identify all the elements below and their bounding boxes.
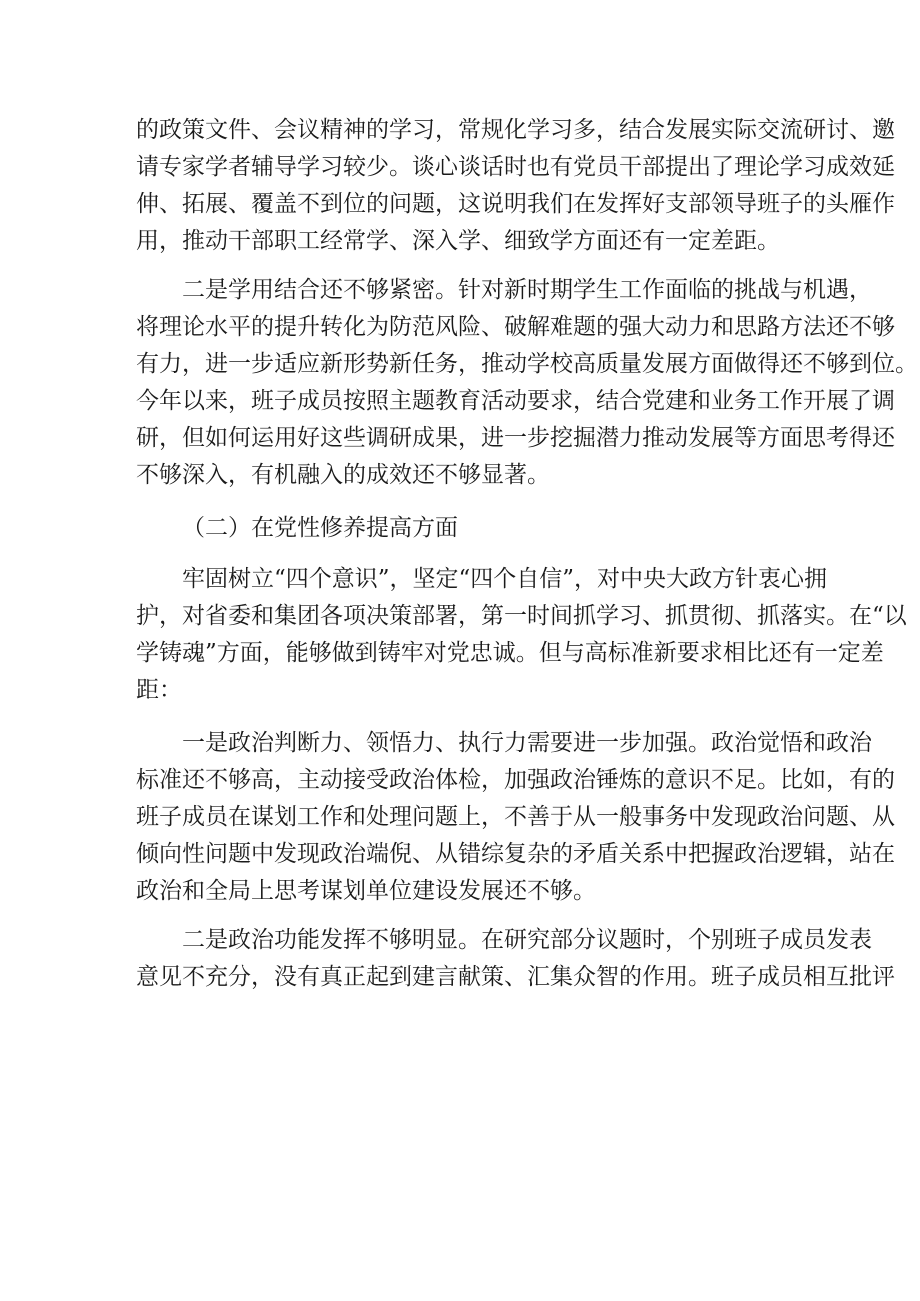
text-line: 的政策文件、会议精神的学习，常规化学习多，结合发展实际交流研讨、邀 xyxy=(136,117,895,143)
section-heading-text: （二）在党性修养提高方面 xyxy=(182,515,458,541)
text-line: 意见不充分，没有真正起到建言献策、汇集众智的作用。班子成员相互批评 xyxy=(136,964,895,990)
text-line: 一是政治判断力、领悟力、执行力需要进一步加强。政治觉悟和政治 xyxy=(182,730,872,756)
text-line: 有力，进一步适应新形势新任务，推动学校高质量发展方面做得还不够到位。 xyxy=(136,351,918,377)
paragraph-study-gap xyxy=(136,112,895,260)
text-line: 二是学用结合还不够紧密。针对新时期学生工作面临的挑战与机遇， xyxy=(182,277,872,303)
text-line: 倾向性问题中发现政治端倪、从错综复杂的矛盾关系中把握政治逻辑，站在 xyxy=(136,841,895,867)
paragraph-political-function xyxy=(136,922,895,996)
text-line: 今年以来，班子成员按照主题教育活动要求，结合党建和业务工作开展了调 xyxy=(136,388,895,414)
text-line: 用，推动干部职工经常学、深入学、细致学方面还有一定差距。 xyxy=(136,228,780,254)
text-line: 伸、拓展、覆盖不到位的问题，这说明我们在发挥好支部领导班子的头雁作 xyxy=(136,191,895,217)
text-line: 护，对省委和集团各项决策部署，第一时间抓学习、抓贯彻、抓落实。在“以 xyxy=(136,603,907,629)
text-line: 不够深入，有机融入的成效还不够显著。 xyxy=(136,462,550,488)
text-line: 政治和全局上思考谋划单位建设发展还不够。 xyxy=(136,878,596,904)
text-line: 学铸魂”方面，能够做到铸牢对党忠诚。但与高标准新要求相比还有一定差 xyxy=(136,640,884,666)
paragraph-study-application xyxy=(136,272,918,494)
text-line: 牢固树立“四个意识”，坚定“四个自信”，对中央大政方针衷心拥 xyxy=(182,566,828,592)
section-heading xyxy=(136,510,792,547)
paragraph-political-judgment xyxy=(136,725,895,910)
text-line: 班子成员在谋划工作和处理问题上，不善于从一般事务中发现政治问题、从 xyxy=(136,804,895,830)
text-line: 将理论水平的提升转化为防范风险、破解难题的强大动力和思路方法还不够 xyxy=(136,314,895,340)
text-line: 标准还不够高，主动接受政治体检，加强政治锤炼的意识不足。比如，有的 xyxy=(136,767,895,793)
document-body xyxy=(136,112,918,996)
text-line: 二是政治功能发挥不够明显。在研究部分议题时，个别班子成员发表 xyxy=(182,927,872,953)
text-line: 研，但如何运用好这些调研成果，进一步挖掘潜力推动发展等方面思考得还 xyxy=(136,425,895,451)
text-line: 距： xyxy=(136,677,182,703)
paragraph-party-loyalty xyxy=(136,561,907,709)
text-line: 请专家学者辅导学习较少。谈心谈话时也有党员干部提出了理论学习成效延 xyxy=(136,154,895,180)
